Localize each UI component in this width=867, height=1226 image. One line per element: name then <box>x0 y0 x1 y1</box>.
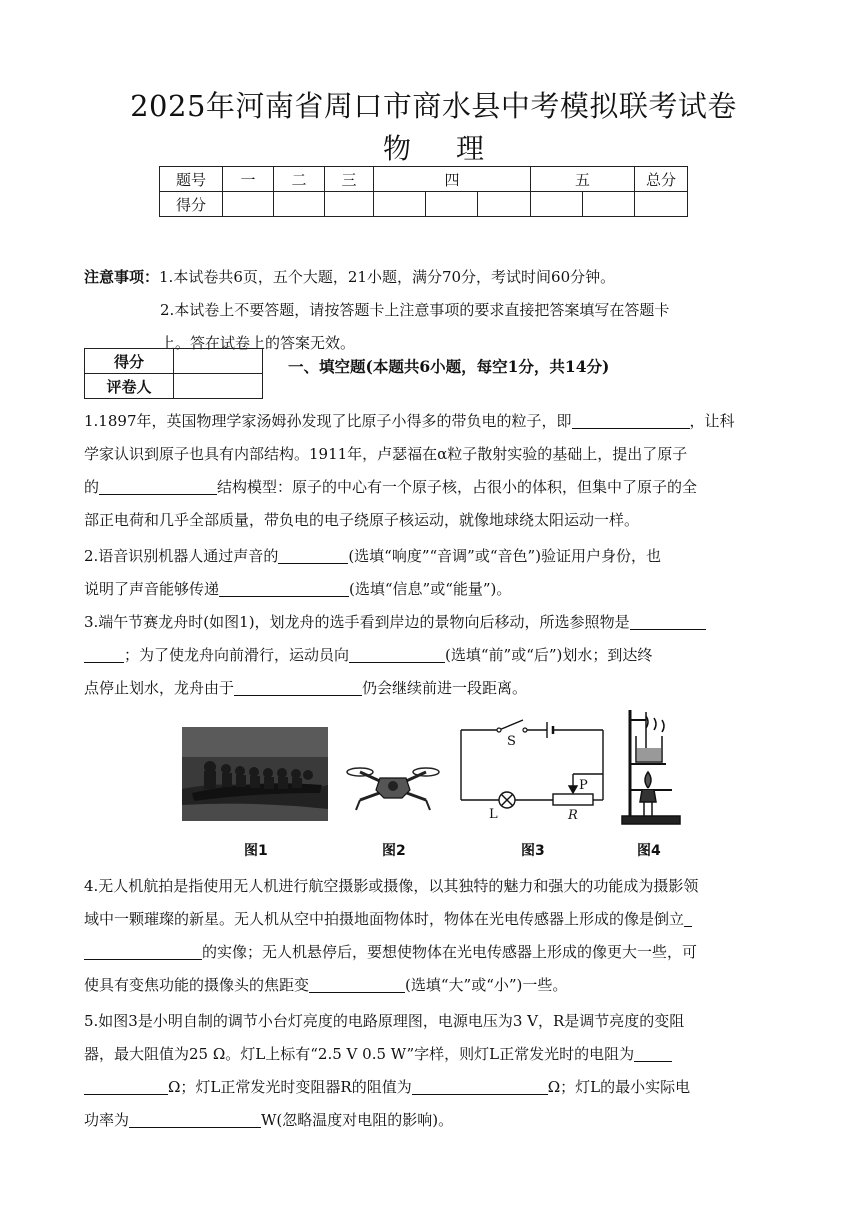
score-cell <box>478 192 531 217</box>
answer-blank <box>84 644 124 663</box>
q4-line-2 <box>84 903 784 936</box>
q4-text: 的实像；无人机悬停后，要想使物体在光电传感器上形成的像更大一些，可 <box>202 943 698 961</box>
q2-text: (选填“响度”“音调”或“音色”)验证用户身份，也 <box>348 547 662 565</box>
answer-blank <box>349 644 445 663</box>
score-table <box>159 166 688 217</box>
fig3-slider-label: P <box>579 778 588 793</box>
answer-blank <box>219 578 349 597</box>
answer-blank <box>278 545 348 564</box>
score-header-cell: 二 <box>274 167 325 192</box>
figure-4-heating-apparatus <box>616 706 688 830</box>
answer-blank <box>412 1076 548 1095</box>
q5-line-4 <box>84 1104 784 1137</box>
score-header-cell: 题号 <box>160 167 223 192</box>
q4-text: 域中一颗璀璨的新星。无人机从空中拍摄地面物体时，物体在光电传感器上形成的像是倒立 <box>84 910 685 928</box>
answer-blank <box>129 1109 261 1128</box>
answer-blank <box>234 677 362 696</box>
q1-text: 结构模型：原子的中心有一个原子核，占很小的体积，但集中了原子的全 <box>217 478 698 496</box>
score-row-label: 得分 <box>160 192 223 217</box>
q3-text: ；为了使龙舟向前滑行，运动员向 <box>124 646 350 664</box>
q2-text: (选填“信息”或“能量”)。 <box>349 580 512 598</box>
grader-name-label: 评卷人 <box>85 374 174 399</box>
answer-blank <box>634 1043 672 1062</box>
answer-blank <box>99 476 217 495</box>
notes-item-2a: 2.本试卷上不要答题，请按答题卡上注意事项的要求直接把答案填写在答题卡 <box>160 301 670 319</box>
q1-text: 1.1897年，英国物理学家汤姆孙发现了比原子小得多的带负电的粒子，即 <box>84 412 572 430</box>
q4-line-3 <box>84 936 784 969</box>
figure-4-label: 图4 <box>637 843 661 859</box>
q4-text: (选填“大”或“小”)一些。 <box>405 976 568 994</box>
q5-text: 器，最大阻值为25 Ω。灯L上标有“2.5 V 0.5 W”字样，则灯L正常发光时的电阻为 <box>84 1045 635 1063</box>
q3-line-3 <box>84 672 784 705</box>
score-table-score-row <box>160 192 688 217</box>
score-cell <box>531 192 583 217</box>
q4-text: 使具有变焦功能的摄像头的焦距变 <box>84 976 310 994</box>
answer-blank <box>572 410 690 429</box>
q3-text: (选填“前”或“后”)划水；到达终 <box>445 646 653 664</box>
q2-text: 说明了声音能够传递 <box>84 580 220 598</box>
q2-line-1 <box>84 540 784 573</box>
answer-blank <box>309 974 405 993</box>
exam-title: 2025年河南省周口市商水县中考模拟联考试卷 <box>130 89 737 123</box>
section-1-title: 一、填空题(本题共6小题，每空1分，共14分) <box>288 357 610 376</box>
q2-line-2 <box>84 573 784 606</box>
grader-table <box>84 348 263 399</box>
figure-2-label: 图2 <box>382 843 406 859</box>
score-header-cell: 四 <box>374 167 531 192</box>
q1-line-2: 学家认识到原子也具有内部结构。1911年，卢瑟福在α粒子散射实验的基础上，提出了原子 <box>84 445 688 463</box>
figure-3-label: 图3 <box>521 843 545 859</box>
grader-score-label: 得分 <box>85 349 174 374</box>
score-cell <box>223 192 274 217</box>
q1-text: 的 <box>84 478 100 496</box>
q5-text: Ω；灯L正常发光时变阻器R的阻值为 <box>168 1078 412 1096</box>
answer-blank <box>84 1076 168 1095</box>
q3-text: 仍会继续前进一段距离。 <box>362 679 528 697</box>
q3-line-2 <box>84 639 784 672</box>
score-cell <box>426 192 478 217</box>
notes-block <box>84 261 784 360</box>
q5-text: 功率为 <box>84 1111 130 1129</box>
score-cell <box>635 192 688 217</box>
q2-text: 2.语音识别机器人通过声音的 <box>84 547 279 565</box>
question-4 <box>84 870 784 1002</box>
grader-score-cell <box>174 349 263 374</box>
fig3-switch-label: S <box>507 734 516 749</box>
score-header-cell: 三 <box>325 167 374 192</box>
figure-3-circuit-diagram <box>455 714 607 830</box>
question-1 <box>84 405 784 537</box>
answer-blank <box>630 611 706 630</box>
q5-text: W(忽略温度对电阻的影响)。 <box>261 1111 454 1129</box>
q5-line-2 <box>84 1038 784 1071</box>
figure-1-dragon-boat-photo <box>182 727 328 821</box>
q3-line-1 <box>84 606 784 639</box>
answer-blank <box>84 941 202 960</box>
score-cell <box>374 192 426 217</box>
score-header-cell: 一 <box>223 167 274 192</box>
q1-line-4: 部正电荷和几乎全部质量，带负电的电子绕原子核运动，就像地球绕太阳运动一样。 <box>84 511 640 529</box>
score-header-cell: 总分 <box>635 167 688 192</box>
score-cell <box>325 192 374 217</box>
fig3-lamp-label: L <box>489 807 498 822</box>
question-3 <box>84 606 784 705</box>
q3-text: 3.端午节赛龙舟时(如图1)，划龙舟的选手看到岸边的景物向后移动，所选参照物是 <box>84 613 630 631</box>
notes-label: 注意事项： <box>84 268 160 286</box>
question-2 <box>84 540 784 606</box>
q3-text: 点停止划水，龙舟由于 <box>84 679 235 697</box>
q5-line-1: 5.如图3是小明自制的调节小台灯亮度的电路原理图，电源电压为3 V，R是调节亮度的变阻 <box>84 1012 685 1030</box>
q5-line-3 <box>84 1071 784 1104</box>
figure-1-label: 图1 <box>244 843 268 859</box>
figure-2-drone-drawing <box>346 760 440 812</box>
notes-line-1 <box>84 261 784 294</box>
question-5 <box>84 1005 784 1137</box>
score-cell <box>274 192 325 217</box>
notes-item-1: 1.本试卷共6页，五个大题，21小题，满分70分，考试时间60分钟。 <box>159 268 616 286</box>
subject-title: 物 理 <box>383 132 502 165</box>
score-header-cell: 五 <box>531 167 635 192</box>
q1-text: ，让科 <box>689 412 735 430</box>
grader-name-cell <box>174 374 263 399</box>
q4-line-1: 4.无人机航拍是指使用无人机进行航空摄影或摄像，以其独特的魅力和强大的功能成为摄影领 <box>84 877 699 895</box>
notes-item-2b: 上。答在试卷上的答案无效。 <box>160 334 356 352</box>
score-cell <box>583 192 635 217</box>
q5-text: Ω；灯L的最小实际电 <box>547 1078 691 1096</box>
score-table-header-row <box>160 167 688 192</box>
fig3-resistor-label: R <box>568 808 578 823</box>
q4-line-4 <box>84 969 784 1002</box>
q1-line-1 <box>84 405 784 438</box>
q1-line-3 <box>84 471 784 504</box>
answer-blank <box>684 908 692 927</box>
